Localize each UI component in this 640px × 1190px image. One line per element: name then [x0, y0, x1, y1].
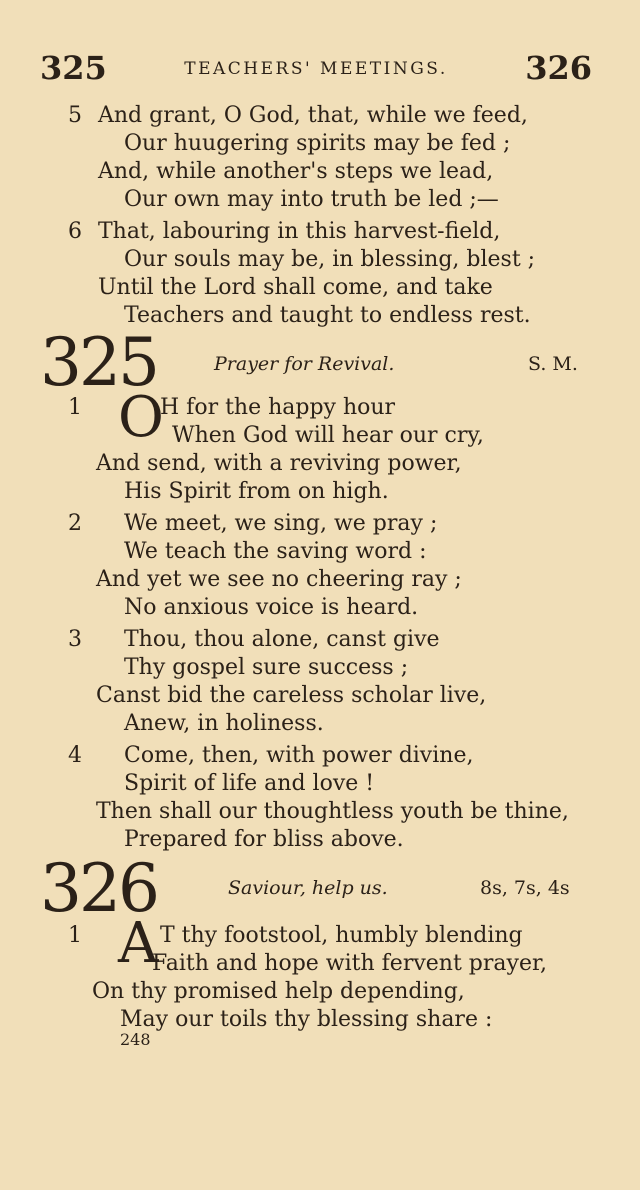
header-title: TEACHERS' MEETINGS.: [184, 59, 448, 79]
hymn-meter: 8s, 7s, 4s: [480, 877, 570, 899]
verse-line: Our huugering spirits may be fed ;: [124, 131, 511, 156]
verse-line: On thy promised help depending,: [92, 979, 465, 1004]
page-number: 248: [120, 1030, 151, 1049]
verse-line: Thy gospel sure success ;: [124, 655, 409, 680]
hymn-number: 325: [40, 324, 157, 401]
verse-line: Our own may into truth be led ;—: [124, 187, 499, 212]
verse-line: And send, with a reviving power,: [96, 451, 462, 476]
verse-line: Spirit of life and love !: [124, 771, 375, 796]
verse-line: May our toils thy blessing share :: [120, 1007, 493, 1032]
verse-number: 2: [68, 511, 82, 536]
verse-line: H for the happy hour: [160, 395, 396, 420]
verse-line: Anew, in holiness.: [124, 711, 324, 736]
hymn-title: Saviour, help us.: [228, 877, 388, 899]
verse-line: No anxious voice is heard.: [124, 595, 419, 620]
verse-line: We teach the saving word :: [124, 539, 427, 564]
verse-line: When God will hear our cry,: [172, 423, 484, 448]
verse-line: Prepared for bliss above.: [124, 827, 404, 852]
verse-number: 3: [68, 627, 82, 652]
verse-number: 5: [68, 103, 82, 128]
verse-line: T thy footstool, humbly blending: [160, 923, 523, 948]
header-left-hymn-number: 325: [40, 49, 107, 87]
verse-line: Then shall our thoughtless youth be thine,: [96, 799, 569, 824]
verse-line: And grant, O God, that, while we feed,: [98, 103, 528, 128]
verse-line: Faith and hope with fervent prayer,: [152, 951, 548, 976]
verse-line: And yet we see no cheering ray ;: [96, 567, 462, 592]
verse-line: We meet, we sing, we pray ;: [124, 511, 438, 536]
hymn-meter: S. M.: [528, 353, 578, 375]
verse-number: 1: [68, 395, 82, 420]
header-right-hymn-number: 326: [525, 49, 592, 87]
verse-line: Teachers and taught to endless rest.: [124, 303, 531, 328]
hymn-number: 326: [40, 850, 157, 927]
drop-cap: O: [118, 385, 164, 450]
verse-line: Until the Lord shall come, and take: [98, 275, 493, 300]
verse-line: His Spirit from on high.: [124, 479, 389, 504]
verse-line: And, while another's steps we lead,: [98, 159, 494, 184]
verse-line: That, labouring in this harvest-field,: [98, 219, 501, 244]
verse-number: 1: [68, 923, 82, 948]
verse-line: Our souls may be, in blessing, blest ;: [124, 247, 536, 272]
verse-line: Thou, thou alone, canst give: [124, 627, 440, 652]
hymn-title: Prayer for Revival.: [214, 353, 395, 375]
running-header: [40, 48, 592, 88]
verse-line: Come, then, with power divine,: [124, 743, 474, 768]
verse-line: Canst bid the careless scholar live,: [96, 683, 487, 708]
drop-cap: A: [118, 911, 159, 976]
verse-number: 4: [68, 743, 82, 768]
verse-number: 6: [68, 219, 82, 244]
